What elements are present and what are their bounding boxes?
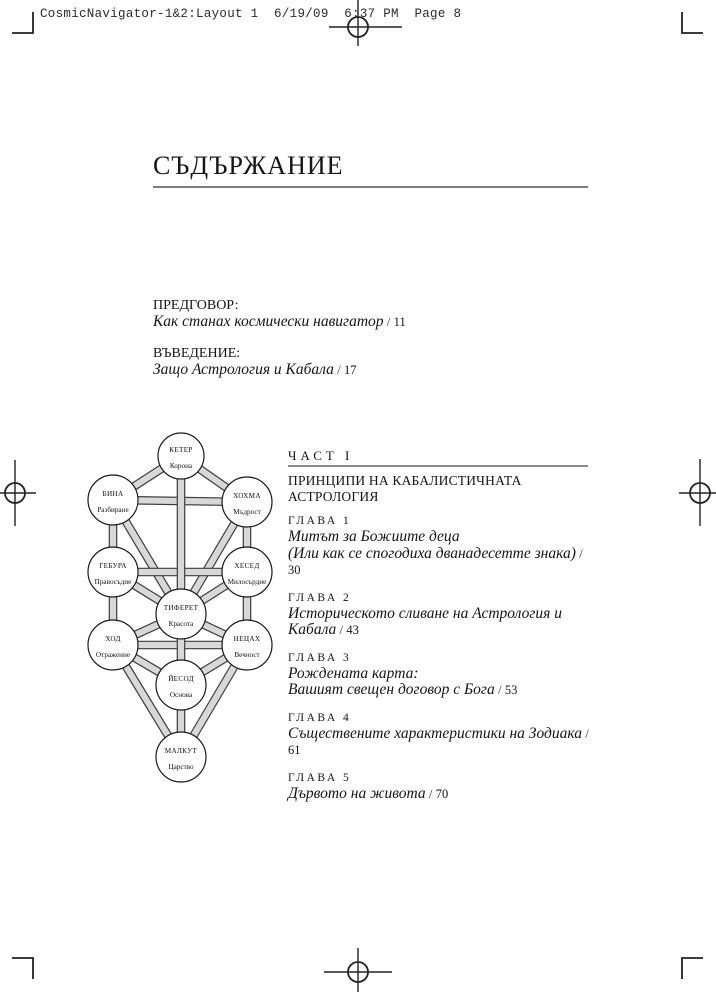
entry-title: Съществените характеристики на Зодиака <box>288 724 582 742</box>
crop-mark-bottom-left <box>12 958 33 979</box>
page-separator: / <box>333 361 344 377</box>
entry-title-line <box>288 682 590 699</box>
sephira-title: ХОД <box>105 635 121 643</box>
sephira-title: БИНА <box>102 490 124 498</box>
chapter-entry <box>288 591 590 639</box>
registration-mark-left <box>0 460 36 526</box>
sephira-tiferet <box>156 589 206 639</box>
part-rule <box>288 465 588 467</box>
chapter-entry <box>288 711 590 759</box>
sephira-bina <box>88 475 138 525</box>
sephira-title: КЕТЕР <box>169 446 193 454</box>
sephira-circle <box>88 547 138 597</box>
entry-title-line <box>153 362 483 379</box>
entry-title-line <box>288 786 590 803</box>
page-separator: / <box>494 682 505 697</box>
sephira-netzah <box>222 620 272 670</box>
part-label: ЧАСТ I <box>288 448 354 463</box>
sephira-subtitle: Правосъдие <box>94 578 132 586</box>
entry-title: Дървото на живота <box>288 784 426 802</box>
page-separator: / <box>425 785 436 801</box>
frontmatter-entry <box>153 345 483 379</box>
page-number: 43 <box>346 623 359 637</box>
page-number: 61 <box>288 743 301 757</box>
sephira-circle <box>158 433 204 479</box>
registration-mark-right <box>679 459 716 526</box>
entry-title: (Или как се спогодиха дванадесетте знака) <box>288 544 576 562</box>
registration-mark-bottom <box>324 948 392 992</box>
chapter-label: ГЛАВА 5 <box>288 771 352 784</box>
frontmatter-entry <box>153 297 483 331</box>
crop-mark-bottom-right <box>682 958 703 979</box>
sephira-gebura <box>88 547 138 597</box>
chapter-entry <box>288 771 590 803</box>
sephira-subtitle: Основа <box>169 691 193 699</box>
entry-title: Как станах космически навигатор <box>153 313 384 330</box>
prepress-slug-line: CosmicNavigator-1&2:Layout 1 6/19/09 6:37 PM Page 8 <box>40 7 462 21</box>
sephira-circle <box>88 475 138 525</box>
page-number: 17 <box>343 362 357 377</box>
entry-title-line <box>288 666 590 683</box>
title-rule <box>153 186 588 188</box>
chapter-label: ГЛАВА 2 <box>288 591 352 604</box>
page-title: СЪДЪРЖАНИЕ <box>153 151 344 180</box>
sephira-subtitle: Милосърдие <box>227 578 267 586</box>
entry-title-line <box>153 314 483 331</box>
sephira-circle <box>156 732 206 782</box>
sephira-circle <box>222 547 272 597</box>
sephira-circle <box>222 477 272 527</box>
sephira-hesed <box>222 547 272 597</box>
chapter-label: ГЛАВА 3 <box>288 651 352 664</box>
sephira-subtitle: Вечност <box>234 651 260 659</box>
crop-mark-top-right <box>682 12 703 33</box>
sephira-subtitle: Разбиране <box>97 506 129 514</box>
sephira-circle <box>156 660 206 710</box>
sephira-title: ЙЕСОД <box>168 675 194 683</box>
sephira-yesod <box>156 660 206 710</box>
chapter-label: ГЛАВА 1 <box>288 515 352 527</box>
part-block <box>288 448 590 814</box>
entry-title-line <box>288 529 590 546</box>
sephira-subtitle: Отражение <box>95 651 131 659</box>
entry-title-line <box>288 726 590 759</box>
entry-title: Историческото сливане на Астрология и Кабала <box>288 604 562 638</box>
sephira-circle <box>222 620 272 670</box>
sephira-title: ГЕБУРА <box>99 562 127 570</box>
sephira-subtitle: Царство <box>168 763 194 771</box>
page-separator: / <box>575 545 583 561</box>
frontmatter-heading: ПРЕДГОВОР: <box>153 298 239 313</box>
sephira-title: ХЕСЕД <box>234 562 260 570</box>
page-separator: / <box>383 314 394 329</box>
sephira-title: ХОХМА <box>233 492 261 500</box>
sephira-keter <box>158 433 204 479</box>
chapter-label: ГЛАВА 4 <box>288 711 352 724</box>
page-number: 30 <box>288 563 301 577</box>
sephira-subtitle: Мъдрост <box>233 508 261 516</box>
page-number: 53 <box>504 683 518 697</box>
crop-mark-top-left <box>12 12 33 33</box>
part-title: ПРИНЦИПИ НА КАБАЛИСТИЧНАТА АСТРОЛОГИЯ <box>288 473 522 504</box>
entry-title: Вашият свещен договор с Бога <box>288 681 495 698</box>
chapter-entry <box>288 514 590 579</box>
frontmatter-heading: ВЪВЕДЕНИЕ: <box>153 345 241 361</box>
entry-title: Рождената карта: <box>288 664 419 682</box>
chapter-entry <box>288 651 590 699</box>
sephira-subtitle: Корона <box>169 462 193 470</box>
sephira-malkut <box>156 732 206 782</box>
sephira-circle <box>156 589 206 639</box>
page-separator: / <box>581 725 589 741</box>
sephira-circle <box>88 620 138 670</box>
entry-title-line <box>288 606 590 639</box>
frontmatter <box>153 297 483 392</box>
entry-title: Защо Астрология и Кабала <box>153 360 334 378</box>
entry-title-line <box>288 546 590 579</box>
sephira-hod <box>88 620 138 670</box>
page-separator: / <box>336 622 347 637</box>
sephira-hohma <box>222 477 272 527</box>
page-number: 70 <box>435 786 449 801</box>
sephira-title: МАЛКУТ <box>164 747 198 755</box>
page-number: 11 <box>393 315 406 329</box>
chapter-list <box>288 514 590 802</box>
tree-of-life-diagram <box>58 416 312 796</box>
sephira-title: НЕЦАХ <box>233 635 261 643</box>
entry-title: Митът за Божиите деца <box>288 528 460 545</box>
sephira-subtitle: Красота <box>168 620 194 628</box>
sephira-title: ТИФЕРЕТ <box>163 604 199 612</box>
